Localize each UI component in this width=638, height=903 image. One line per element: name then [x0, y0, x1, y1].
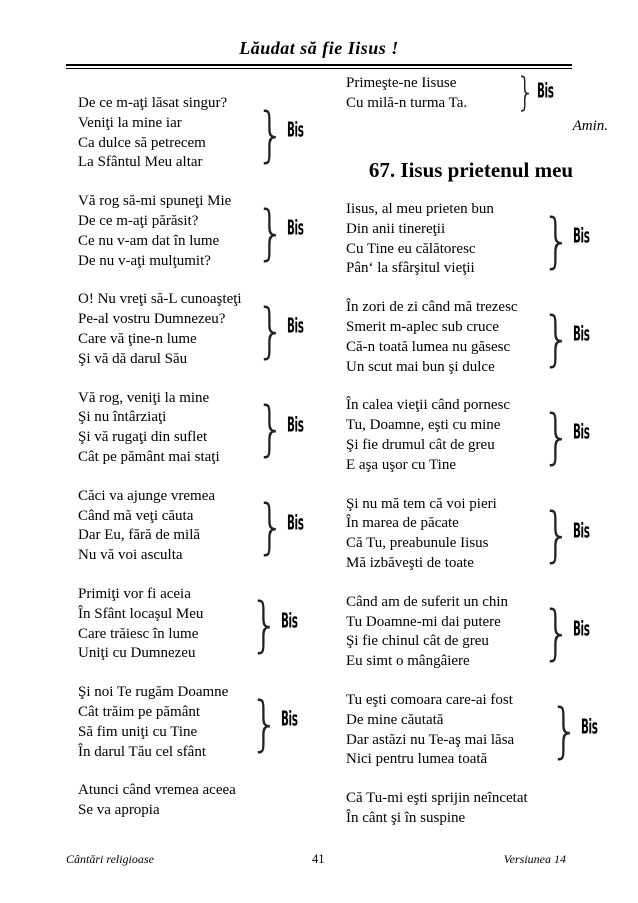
stanza [346, 593, 596, 672]
verse-line: Cât pe pământ mai staţi [78, 448, 220, 465]
verse-line: Şi vă dă darul Său [78, 350, 188, 367]
bis-label: Bis [287, 412, 304, 436]
verse-line: Eu simt o mângâiere [346, 653, 470, 670]
bis-label: Bis [573, 420, 590, 444]
right-column [346, 200, 596, 848]
verse-line: Şi noi Te rugăm Doamne [78, 684, 229, 701]
bis-label: Bis [287, 510, 304, 535]
bis-label: Bis [573, 518, 590, 542]
brace-icon: } [256, 196, 286, 267]
footer-version: Versiunea 14 [503, 852, 566, 866]
verse-line: În marea de păcate [346, 515, 459, 532]
right-column-top [346, 70, 596, 133]
verse-line: De mine căutată [346, 711, 444, 728]
brace-icon: } [542, 498, 572, 570]
page-header-title: Lăudat să fie Iisus ! [239, 38, 399, 58]
verse-line: Şi nu mă tem că voi pieri [346, 495, 497, 512]
verse-line: De ce m-aţi lăsat singur? [78, 95, 228, 111]
stanza [346, 789, 596, 829]
brace-icon: } [250, 687, 280, 758]
brace-icon: } [256, 294, 286, 365]
song-title: 67. Iisus prietenul meu [368, 158, 574, 182]
repeat-marker [542, 396, 596, 475]
verse-line: Când mă veţi căuta [78, 507, 194, 524]
bis-label: Bis [573, 223, 590, 248]
verse-line: La Sfântul Meu altar [78, 154, 203, 171]
stanza [346, 70, 596, 117]
brace-icon: } [550, 695, 580, 766]
verse-line: Un scut mai bun şi dulce [346, 358, 495, 375]
verse-line: Dar Eu, fără de milă [78, 527, 201, 544]
brace-icon: } [250, 589, 280, 660]
repeat-marker [250, 585, 304, 664]
stanza [78, 781, 328, 821]
repeat-marker [256, 487, 310, 566]
verse-line: Uniţi cu Dumnezeu [78, 645, 196, 662]
repeat-marker [542, 298, 596, 377]
stanza [78, 94, 328, 173]
verse-line: Că Tu, preabunule Iisus [346, 535, 489, 552]
verse-line: E aşa uşor cu Tine [346, 456, 456, 473]
verse-line: Veniţi la mine iar [78, 114, 182, 131]
stanza [78, 192, 328, 271]
verse-line: Primeşte-ne Iisuse [346, 75, 457, 91]
repeat-marker [250, 683, 304, 762]
verse-line: Atunci când vremea aceea [78, 782, 236, 799]
repeat-marker [542, 593, 596, 672]
brace-icon: } [542, 400, 572, 471]
verse-line: Căci va ajunge vremea [78, 487, 216, 504]
verse-line: De ce m-aţi părăsit? [78, 212, 199, 229]
brace-icon: } [256, 98, 286, 169]
repeat-marker [550, 691, 604, 770]
verse-line: Mă izbăveşti de toate [346, 554, 474, 571]
footer-page-number: 41 [312, 852, 325, 866]
stanza [346, 691, 596, 770]
verse-line: Tu Doamne-mi dai putere [346, 613, 501, 630]
brace-icon: } [256, 491, 286, 562]
stanza [346, 396, 596, 475]
brace-icon: } [516, 70, 536, 117]
repeat-marker [256, 192, 310, 271]
stanza [78, 487, 328, 566]
verse-line: Şi nu întârziaţi [78, 409, 167, 426]
verse-line: Nici pentru lumea toată [346, 751, 488, 768]
bis-label: Bis [537, 78, 554, 102]
verse-line: Care trăiesc în lume [78, 625, 199, 642]
bis-label: Bis [281, 706, 298, 731]
verse-line: Primiţi vor fi aceia [78, 585, 191, 602]
brace-icon: } [542, 597, 572, 668]
footer-book-title: Cântări religioase [66, 852, 154, 866]
repeat-marker [542, 200, 596, 279]
repeat-marker [516, 70, 560, 117]
bis-label: Bis [581, 714, 598, 739]
repeat-marker [542, 495, 596, 574]
verse-line: Smerit m-aplec sub cruce [346, 318, 499, 335]
header-rule [66, 64, 572, 66]
verse-line: Ca dulce să petrecem [78, 134, 206, 151]
verse-line: Cu milă-n turma Ta. [346, 94, 468, 111]
verse-line: Ce nu v-am dat în lume [78, 232, 220, 249]
verse-line: În zori de zi când mă trezesc [346, 299, 518, 316]
brace-icon: } [542, 204, 572, 275]
verse-line: Nu vă voi asculta [78, 547, 183, 564]
bis-label: Bis [287, 215, 304, 240]
verse-line: Pe-al vostru Dumnezeu? [78, 311, 226, 328]
bis-label: Bis [573, 321, 590, 346]
verse-line: Tu, Doamne, eşti cu mine [346, 417, 501, 434]
verse-line: Se va apropia [78, 802, 160, 819]
verse-line: În darul Tău cel sfânt [78, 743, 207, 760]
verse-line: Că Tu-mi eşti sprijin neîncetat [346, 790, 528, 807]
verse-line: Iisus, al meu prieten bun [346, 201, 494, 217]
verse-line: Cu Tine eu călătoresc [346, 240, 476, 257]
bis-label: Bis [287, 314, 304, 338]
verse-line: Din anii tinereţii [346, 220, 446, 237]
verse-line: În Sfânt locaşul Meu [78, 605, 204, 622]
verse-line: Şi vă rugaţi din suflet [78, 429, 208, 446]
left-column [78, 94, 328, 840]
brace-icon: } [542, 302, 572, 373]
verse-line: Pân‘ la sfârşitul vieţii [346, 260, 475, 277]
stanza [346, 200, 596, 279]
verse-line: Când am de suferit un chin [346, 593, 509, 610]
repeat-marker [256, 94, 310, 173]
header-rule-thin [66, 68, 572, 69]
stanza [78, 389, 328, 468]
stanza [346, 495, 596, 574]
verse-line: În calea vieţii când pornesc [346, 397, 511, 414]
verse-line: Dar astăzi nu Te-aş mai lăsa [346, 731, 515, 748]
verse-line: Care vă ţine-n lume [78, 330, 197, 347]
bis-label: Bis [573, 616, 590, 641]
stanza [78, 290, 328, 369]
stanza [346, 298, 596, 377]
verse-line: În cânt şi în suspine [346, 809, 466, 826]
verse-line: Tu eşti comoara care-ai fost [346, 691, 513, 708]
bis-label: Bis [287, 117, 304, 142]
verse-line: Să fim uniţi cu Tine [78, 723, 198, 740]
verse-line: O! Nu vreţi să-L cunoaşteţi [78, 291, 242, 308]
verse-line: Că-n toată lumea nu găsesc [346, 338, 511, 355]
stanza [78, 683, 328, 762]
verse-line: De nu v-aţi mulţumit? [78, 252, 211, 269]
amin-text: Amin. [572, 118, 608, 134]
brace-icon: } [256, 392, 286, 464]
repeat-marker [256, 290, 310, 369]
verse-line: Cât trăim pe pământ [78, 703, 201, 720]
verse-line: Vă rog să-mi spuneţi Mie [78, 193, 232, 210]
stanza [78, 585, 328, 664]
verse-line: Şi fie chinul cât de greu [346, 633, 489, 650]
repeat-marker [256, 389, 310, 468]
verse-line: Şi fie drumul cât de greu [346, 436, 495, 453]
verse-line: Vă rog, veniţi la mine [78, 389, 210, 406]
bis-label: Bis [281, 608, 298, 633]
